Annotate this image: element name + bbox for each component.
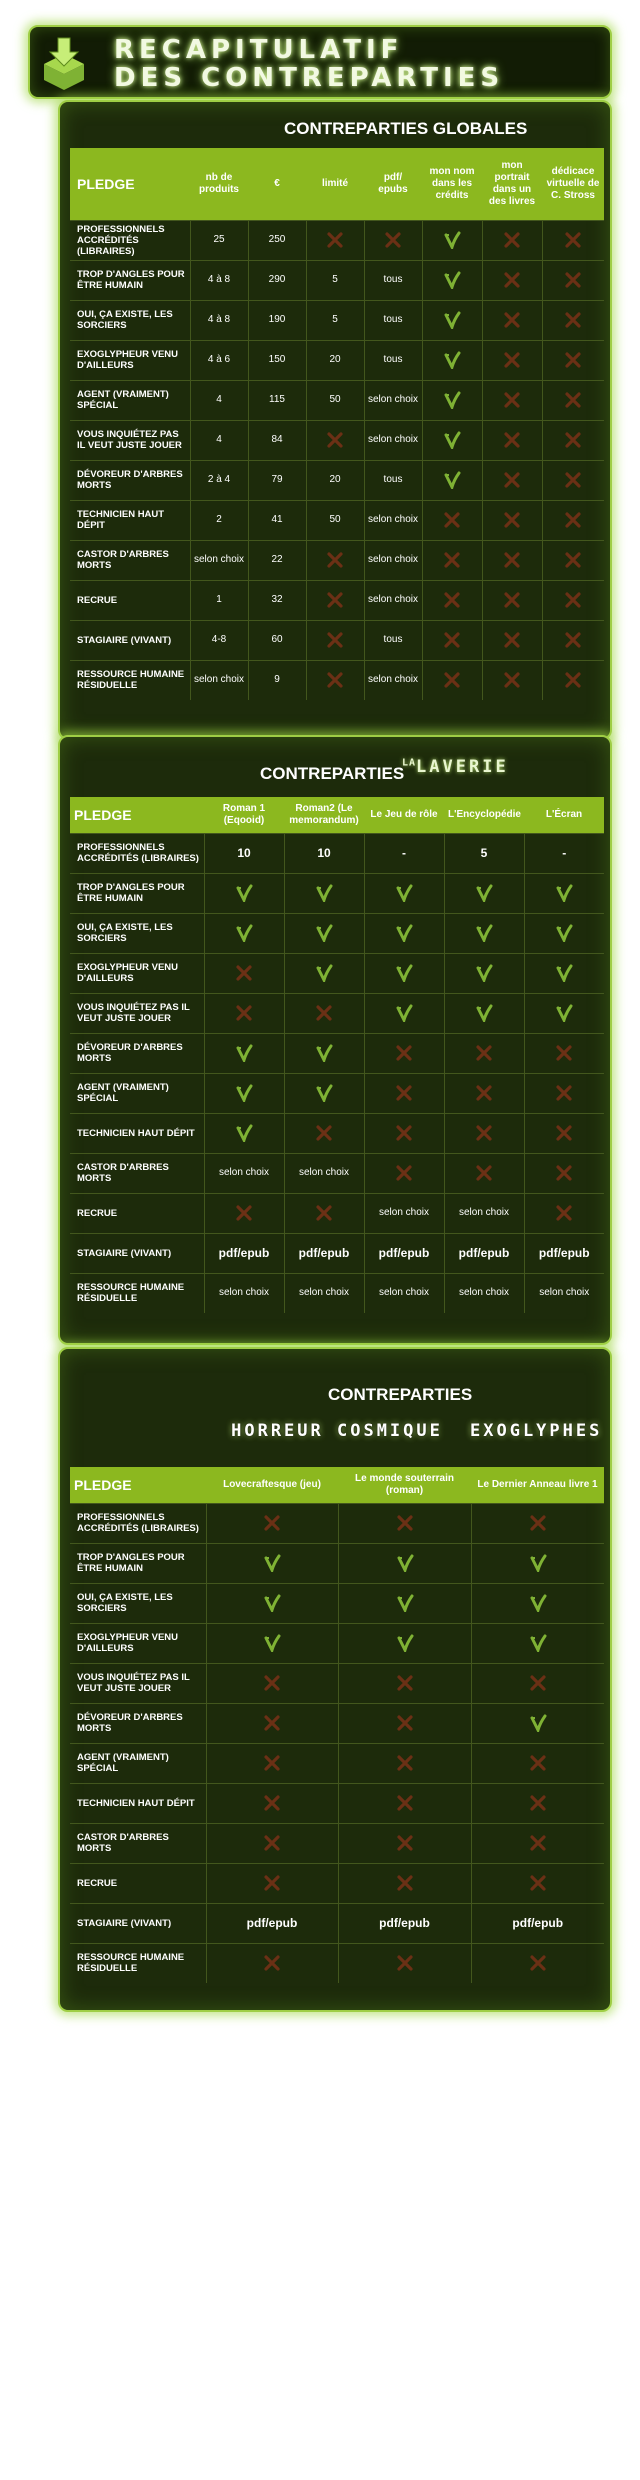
banner-title-line2: DES CONTREPARTIES: [114, 63, 505, 93]
table-global: [70, 148, 604, 700]
table-cell: 4 à 8: [190, 300, 248, 340]
check-icon: [422, 260, 482, 300]
row-label: DÉVOREUR D'ARBRES MORTS: [70, 460, 190, 500]
table-cell: selon choix: [190, 660, 248, 700]
table-cell: 60: [248, 620, 306, 660]
table2-header-row: [70, 797, 604, 833]
cross-icon: [206, 1943, 338, 1983]
cross-icon: [524, 1193, 604, 1233]
cross-icon: [204, 1193, 284, 1233]
cross-icon: [338, 1943, 471, 1983]
cross-icon: [422, 500, 482, 540]
check-icon: [338, 1623, 471, 1663]
table3-title: CONTREPARTIES: [328, 1385, 473, 1404]
table-row: [70, 620, 604, 660]
cross-icon: [542, 300, 604, 340]
row-label: RECRUE: [70, 580, 190, 620]
table-cell: pdf/epub: [444, 1233, 524, 1273]
cross-icon: [306, 540, 364, 580]
laverie-prefix: LA: [402, 757, 417, 769]
check-icon: [284, 1033, 364, 1073]
table-row: [70, 1273, 604, 1313]
cross-icon: [444, 1113, 524, 1153]
check-icon: [364, 913, 444, 953]
cross-icon: [338, 1703, 471, 1743]
cross-icon: [306, 660, 364, 700]
table1-header-col-2: €: [248, 148, 306, 220]
table-cell: 4-8: [190, 620, 248, 660]
check-icon: [422, 380, 482, 420]
table-cell: selon choix: [524, 1273, 604, 1313]
table-cell: tous: [364, 340, 422, 380]
table-row: [70, 1943, 604, 1983]
table-cell: selon choix: [364, 540, 422, 580]
row-label: EXOGLYPHEUR VENU D'AILLEURS: [70, 953, 204, 993]
table-cell: 10: [284, 833, 364, 873]
check-icon: [524, 953, 604, 993]
cross-icon: [206, 1663, 338, 1703]
row-label: TROP D'ANGLES POUR ÊTRE HUMAIN: [70, 260, 190, 300]
table1-title: CONTREPARTIES GLOBALES: [284, 119, 528, 138]
row-label: RESSOURCE HUMAINE RÉSIDUELLE: [70, 660, 190, 700]
table-cell: selon choix: [364, 380, 422, 420]
cross-icon: [422, 580, 482, 620]
cross-icon: [542, 540, 604, 580]
row-label: STAGIAIRE (VIVANT): [70, 1903, 206, 1943]
cross-icon: [364, 1073, 444, 1113]
cross-icon: [206, 1823, 338, 1863]
table-cell: selon choix: [284, 1273, 364, 1313]
table-cell: 2 à 4: [190, 460, 248, 500]
table-cell: 115: [248, 380, 306, 420]
row-label: CASTOR D'ARBRES MORTS: [70, 1153, 204, 1193]
row-label: CASTOR D'ARBRES MORTS: [70, 540, 190, 580]
table-cell: 5: [306, 300, 364, 340]
table-cell: 5: [444, 833, 524, 873]
table-row: [70, 993, 604, 1033]
check-icon: [422, 340, 482, 380]
table-exoglyphes: [70, 1467, 604, 1983]
banner: [28, 25, 612, 99]
table-cell: selon choix: [364, 500, 422, 540]
check-icon: [422, 420, 482, 460]
cross-icon: [364, 220, 422, 260]
table-cell: tous: [364, 460, 422, 500]
table-cell: selon choix: [204, 1273, 284, 1313]
cross-icon: [471, 1943, 604, 1983]
horreur-cosmique-logo: HORREUR COSMIQUE: [231, 1421, 443, 1441]
cross-icon: [524, 1153, 604, 1193]
check-icon: [444, 873, 524, 913]
check-icon: [444, 993, 524, 1033]
table-row: [70, 1783, 604, 1823]
table-cell: 250: [248, 220, 306, 260]
table2-header-col-4: L'Encyclopédie: [444, 797, 524, 833]
table-cell: 4: [190, 380, 248, 420]
table-cell: selon choix: [364, 580, 422, 620]
table-row: [70, 500, 604, 540]
cross-icon: [542, 380, 604, 420]
table-cell: 4 à 6: [190, 340, 248, 380]
cross-icon: [482, 540, 542, 580]
check-icon: [471, 1703, 604, 1743]
table3-header-col-2: Le monde souterrain (roman): [338, 1467, 471, 1503]
row-label: CASTOR D'ARBRES MORTS: [70, 1823, 206, 1863]
table-row: [70, 1663, 604, 1703]
cross-icon: [338, 1783, 471, 1823]
cross-icon: [364, 1153, 444, 1193]
table2-header-pledge: PLEDGE: [70, 797, 204, 833]
check-icon: [206, 1583, 338, 1623]
check-icon: [204, 913, 284, 953]
cross-icon: [471, 1503, 604, 1543]
cross-icon: [471, 1863, 604, 1903]
check-icon: [338, 1543, 471, 1583]
table-cell: 290: [248, 260, 306, 300]
table-cell: 41: [248, 500, 306, 540]
cross-icon: [542, 220, 604, 260]
table-row: [70, 1193, 604, 1233]
check-icon: [471, 1623, 604, 1663]
table-row: [70, 580, 604, 620]
table-cell: 50: [306, 500, 364, 540]
check-icon: [284, 913, 364, 953]
row-label: RECRUE: [70, 1193, 204, 1233]
cross-icon: [284, 1193, 364, 1233]
check-icon: [364, 993, 444, 1033]
table-row: [70, 1153, 604, 1193]
cross-icon: [338, 1863, 471, 1903]
row-label: AGENT (VRAIMENT) SPÉCIAL: [70, 1073, 204, 1113]
table-row: [70, 1823, 604, 1863]
table-row: [70, 953, 604, 993]
cross-icon: [338, 1663, 471, 1703]
cross-icon: [306, 580, 364, 620]
cross-icon: [542, 660, 604, 700]
table-cell: selon choix: [190, 540, 248, 580]
cross-icon: [422, 540, 482, 580]
row-label: STAGIAIRE (VIVANT): [70, 620, 190, 660]
check-icon: [338, 1583, 471, 1623]
check-icon: [422, 300, 482, 340]
table-cell: 20: [306, 340, 364, 380]
row-label: TECHNICIEN HAUT DÉPIT: [70, 1783, 206, 1823]
cross-icon: [542, 620, 604, 660]
check-icon: [524, 873, 604, 913]
table-cell: 32: [248, 580, 306, 620]
table-row: [70, 260, 604, 300]
row-label: RECRUE: [70, 1863, 206, 1903]
check-icon: [364, 953, 444, 993]
table-cell: pdf/epub: [284, 1233, 364, 1273]
banner-title-line1: RECAPITULATIF: [114, 35, 404, 65]
check-icon: [471, 1543, 604, 1583]
table1-header-col-1: nb de produits: [190, 148, 248, 220]
download-box-icon: [40, 36, 88, 90]
table3-header-pledge: PLEDGE: [70, 1467, 206, 1503]
table-cell: 20: [306, 460, 364, 500]
table-laverie: [70, 797, 604, 1313]
table2-header-col-2: Roman2 (Le memorandum): [284, 797, 364, 833]
table1-header-col-4: pdf/ epubs: [364, 148, 422, 220]
table3-header-row: [70, 1467, 604, 1503]
table-cell: pdf/epub: [204, 1233, 284, 1273]
row-label: PROFESSIONNELS ACCRÉDITÉS (LIBRAIRES): [70, 220, 190, 260]
table-row: [70, 1033, 604, 1073]
cross-icon: [542, 420, 604, 460]
check-icon: [204, 1073, 284, 1113]
cross-icon: [284, 993, 364, 1033]
row-label: TROP D'ANGLES POUR ÊTRE HUMAIN: [70, 873, 204, 913]
check-icon: [284, 1073, 364, 1113]
panel-laverie: [58, 735, 612, 1345]
table-cell: pdf/epub: [206, 1903, 338, 1943]
row-label: VOUS INQUIÉTEZ PAS IL VEUT JUSTE JOUER: [70, 993, 204, 1033]
table1-header-col-6: mon portrait dans un des livres: [482, 148, 542, 220]
table-row: [70, 220, 604, 260]
table-cell: 5: [306, 260, 364, 300]
laverie-name: LAVERIE: [416, 757, 509, 777]
table-cell: 1: [190, 580, 248, 620]
cross-icon: [482, 460, 542, 500]
table-row: [70, 340, 604, 380]
cross-icon: [482, 660, 542, 700]
cross-icon: [471, 1743, 604, 1783]
cross-icon: [542, 340, 604, 380]
row-label: PROFESSIONNELS ACCRÉDITÉS (LIBRAIRES): [70, 833, 204, 873]
table-row: [70, 420, 604, 460]
cross-icon: [206, 1863, 338, 1903]
laverie-logo: [402, 757, 509, 777]
table1-header-col-5: mon nom dans les crédits: [422, 148, 482, 220]
check-icon: [471, 1583, 604, 1623]
table-row: [70, 1073, 604, 1113]
table-cell: -: [524, 833, 604, 873]
table2-header-col-3: Le Jeu de rôle: [364, 797, 444, 833]
table-cell: 190: [248, 300, 306, 340]
cross-icon: [482, 300, 542, 340]
check-icon: [444, 953, 524, 993]
row-label: TECHNICIEN HAUT DÉPIT: [70, 1113, 204, 1153]
cross-icon: [338, 1743, 471, 1783]
table-row: [70, 460, 604, 500]
table-cell: selon choix: [364, 420, 422, 460]
table-cell: 150: [248, 340, 306, 380]
row-label: AGENT (VRAIMENT) SPÉCIAL: [70, 380, 190, 420]
table3-header-col-3: Le Dernier Anneau livre 1: [471, 1467, 604, 1503]
table-cell: 79: [248, 460, 306, 500]
cross-icon: [444, 1033, 524, 1073]
table1-header-col-7: dédicace virtuelle de C. Stross: [542, 148, 604, 220]
table-row: [70, 1623, 604, 1663]
exoglyphes-logo: EXOGLYPHES: [470, 1421, 603, 1441]
row-label: RESSOURCE HUMAINE RÉSIDUELLE: [70, 1273, 204, 1313]
table-row: [70, 1903, 604, 1943]
cross-icon: [482, 220, 542, 260]
cross-icon: [306, 220, 364, 260]
row-label: TECHNICIEN HAUT DÉPIT: [70, 500, 190, 540]
table-cell: 50: [306, 380, 364, 420]
cross-icon: [306, 420, 364, 460]
check-icon: [422, 460, 482, 500]
table-row: [70, 300, 604, 340]
table-cell: 84: [248, 420, 306, 460]
row-label: PROFESSIONNELS ACCRÉDITÉS (LIBRAIRES): [70, 1503, 206, 1543]
cross-icon: [482, 580, 542, 620]
table-cell: 10: [204, 833, 284, 873]
check-icon: [284, 873, 364, 913]
check-icon: [524, 913, 604, 953]
cross-icon: [524, 1113, 604, 1153]
panel-global: [58, 100, 612, 740]
table-row: [70, 833, 604, 873]
table-cell: 2: [190, 500, 248, 540]
table-row: [70, 1743, 604, 1783]
table1-header-pledge: PLEDGE: [70, 148, 190, 220]
panel-exoglyphes: [58, 1347, 612, 2012]
row-label: OUI, ÇA EXISTE, LES SORCIERS: [70, 300, 190, 340]
row-label: OUI, ÇA EXISTE, LES SORCIERS: [70, 913, 204, 953]
table-cell: tous: [364, 300, 422, 340]
check-icon: [364, 873, 444, 913]
table-row: [70, 380, 604, 420]
table2-header-col-5: L'Écran: [524, 797, 604, 833]
cross-icon: [206, 1503, 338, 1543]
cross-icon: [364, 1033, 444, 1073]
table-cell: tous: [364, 620, 422, 660]
check-icon: [422, 220, 482, 260]
table-cell: selon choix: [364, 1193, 444, 1233]
table-row: [70, 1583, 604, 1623]
row-label: DÉVOREUR D'ARBRES MORTS: [70, 1703, 206, 1743]
table3-header-col-1: Lovecraftesque (jeu): [206, 1467, 338, 1503]
row-label: RESSOURCE HUMAINE RÉSIDUELLE: [70, 1943, 206, 1983]
table-cell: -: [364, 833, 444, 873]
cross-icon: [471, 1783, 604, 1823]
table-cell: selon choix: [364, 1273, 444, 1313]
table-cell: 4: [190, 420, 248, 460]
cross-icon: [482, 620, 542, 660]
cross-icon: [204, 953, 284, 993]
table-row: [70, 660, 604, 700]
check-icon: [204, 1113, 284, 1153]
table-row: [70, 913, 604, 953]
cross-icon: [338, 1503, 471, 1543]
cross-icon: [482, 340, 542, 380]
cross-icon: [482, 380, 542, 420]
check-icon: [284, 953, 364, 993]
cross-icon: [206, 1703, 338, 1743]
check-icon: [206, 1623, 338, 1663]
table-row: [70, 1543, 604, 1583]
table-cell: selon choix: [284, 1153, 364, 1193]
table-row: [70, 1863, 604, 1903]
table2-header-col-1: Roman 1 (Eqooid): [204, 797, 284, 833]
cross-icon: [338, 1823, 471, 1863]
cross-icon: [422, 620, 482, 660]
table-cell: pdf/epub: [364, 1233, 444, 1273]
cross-icon: [444, 1153, 524, 1193]
cross-icon: [444, 1073, 524, 1113]
row-label: STAGIAIRE (VIVANT): [70, 1233, 204, 1273]
table-cell: selon choix: [204, 1153, 284, 1193]
check-icon: [204, 873, 284, 913]
row-label: TROP D'ANGLES POUR ÊTRE HUMAIN: [70, 1543, 206, 1583]
table-row: [70, 1233, 604, 1273]
table-cell: 22: [248, 540, 306, 580]
cross-icon: [204, 993, 284, 1033]
table-cell: pdf/epub: [524, 1233, 604, 1273]
cross-icon: [482, 260, 542, 300]
table-cell: selon choix: [364, 660, 422, 700]
cross-icon: [542, 500, 604, 540]
check-icon: [206, 1543, 338, 1583]
check-icon: [204, 1033, 284, 1073]
cross-icon: [471, 1663, 604, 1703]
row-label: OUI, ÇA EXISTE, LES SORCIERS: [70, 1583, 206, 1623]
table2-title: CONTREPARTIES: [260, 764, 405, 783]
cross-icon: [471, 1823, 604, 1863]
table1-header-col-3: limité: [306, 148, 364, 220]
table-cell: 4 à 8: [190, 260, 248, 300]
table-row: [70, 540, 604, 580]
cross-icon: [542, 460, 604, 500]
row-label: EXOGLYPHEUR VENU D'AILLEURS: [70, 340, 190, 380]
table-cell: selon choix: [444, 1193, 524, 1233]
table-cell: pdf/epub: [471, 1903, 604, 1943]
row-label: DÉVOREUR D'ARBRES MORTS: [70, 1033, 204, 1073]
check-icon: [524, 993, 604, 1033]
table-cell: 9: [248, 660, 306, 700]
cross-icon: [542, 580, 604, 620]
row-label: AGENT (VRAIMENT) SPÉCIAL: [70, 1743, 206, 1783]
table-cell: 25: [190, 220, 248, 260]
table1-header-row: [70, 148, 604, 220]
table-cell: tous: [364, 260, 422, 300]
table-row: [70, 1503, 604, 1543]
cross-icon: [524, 1073, 604, 1113]
cross-icon: [284, 1113, 364, 1153]
table-row: [70, 1113, 604, 1153]
table-cell: pdf/epub: [338, 1903, 471, 1943]
table-row: [70, 1703, 604, 1743]
cross-icon: [524, 1033, 604, 1073]
cross-icon: [206, 1783, 338, 1823]
cross-icon: [482, 420, 542, 460]
check-icon: [444, 913, 524, 953]
table-cell: selon choix: [444, 1273, 524, 1313]
table-row: [70, 873, 604, 913]
row-label: VOUS INQUIÉTEZ PAS IL VEUT JUSTE JOUER: [70, 420, 190, 460]
cross-icon: [482, 500, 542, 540]
cross-icon: [542, 260, 604, 300]
cross-icon: [206, 1743, 338, 1783]
row-label: EXOGLYPHEUR VENU D'AILLEURS: [70, 1623, 206, 1663]
cross-icon: [422, 660, 482, 700]
row-label: VOUS INQUIÉTEZ PAS IL VEUT JUSTE JOUER: [70, 1663, 206, 1703]
cross-icon: [306, 620, 364, 660]
cross-icon: [364, 1113, 444, 1153]
